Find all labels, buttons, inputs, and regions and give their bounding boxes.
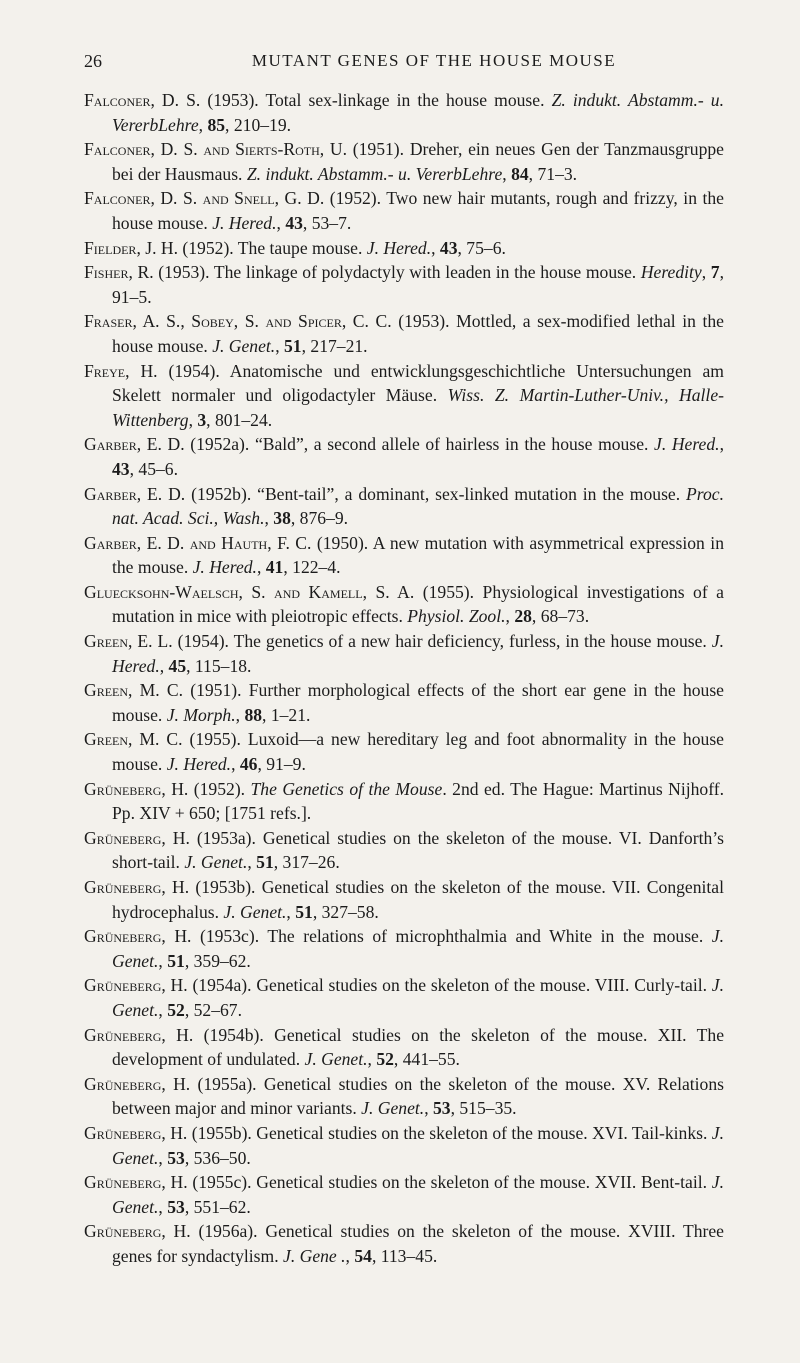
reference-journal: J. Genet. bbox=[304, 1049, 368, 1070]
reference-year: (1955a). bbox=[190, 1073, 264, 1094]
reference-entry bbox=[84, 359, 724, 433]
reference-entry bbox=[84, 482, 724, 531]
reference-volume: 52 bbox=[376, 1049, 394, 1070]
reference-entry bbox=[84, 432, 724, 481]
reference-authors: Green, E. L. bbox=[84, 631, 173, 652]
reference-pages: , 53–7. bbox=[302, 212, 352, 233]
reference-title: Physiological investigations of a mutation in mice with pleiotropic effects. bbox=[112, 581, 724, 627]
reference-entry bbox=[84, 1170, 724, 1219]
reference-year: (1953a). bbox=[189, 827, 263, 848]
reference-pages: , 68–73. bbox=[531, 606, 590, 627]
reference-separator: , bbox=[159, 655, 169, 676]
reference-entry bbox=[84, 186, 724, 235]
reference-volume: 51 bbox=[295, 901, 313, 922]
reference-authors: Grüneberg, H. bbox=[84, 877, 190, 897]
reference-pages: , 536–50. bbox=[184, 1147, 251, 1168]
reference-title: Dreher, ein neues Gen der Tanzmausgruppe bei der Hausmaus. bbox=[112, 139, 724, 184]
reference-volume: 7 bbox=[710, 262, 720, 283]
reference-entry bbox=[84, 973, 724, 1022]
reference-title: The taupe mouse. bbox=[237, 237, 367, 258]
reference-year: (1953). bbox=[153, 262, 214, 283]
reference-pages: , 217–21. bbox=[301, 335, 368, 356]
reference-year: (1956a). bbox=[190, 1221, 266, 1242]
reference-entry bbox=[84, 236, 724, 261]
reference-volume: 53 bbox=[167, 1196, 185, 1217]
reference-title: “Bent-tail”, a dominant, sex-linked mutation in the mouse. bbox=[257, 483, 687, 504]
reference-separator: , bbox=[188, 409, 198, 430]
reference-pages: , 515–35. bbox=[450, 1098, 517, 1119]
reference-journal: Z. indukt. Abstamm.- u. VererbLehre bbox=[246, 163, 503, 184]
reference-pages: , 801–24. bbox=[206, 409, 273, 430]
reference-separator: , bbox=[431, 237, 440, 258]
reference-journal: J. Hered. bbox=[654, 434, 720, 455]
reference-entry bbox=[84, 260, 724, 309]
reference-separator: , bbox=[158, 1147, 168, 1168]
reference-entry bbox=[84, 924, 724, 973]
reference-entry bbox=[84, 1023, 724, 1072]
reference-year: (1955). bbox=[414, 581, 483, 602]
reference-pages: , 122–4. bbox=[283, 557, 341, 578]
reference-volume: 84 bbox=[511, 163, 529, 184]
reference-pages: , 210–19. bbox=[225, 114, 292, 135]
reference-pages: , 91–9. bbox=[257, 754, 306, 775]
reference-authors: Gluecksohn-Waelsch, S. and Kamell, S. A. bbox=[84, 581, 415, 602]
reference-separator: , bbox=[505, 606, 515, 627]
reference-authors: Falconer, D. S. and Snell, G. D. bbox=[84, 188, 325, 209]
reference-authors: Fraser, A. S., Sobey, S. and Spicer, C. C. bbox=[84, 311, 392, 332]
reference-volume: 3 bbox=[197, 409, 207, 430]
reference-authors: Grüneberg, H. bbox=[84, 975, 188, 996]
reference-pages: , 327–58. bbox=[312, 901, 379, 922]
reference-entry bbox=[84, 777, 724, 826]
reference-pages: , 551–62. bbox=[184, 1196, 251, 1217]
reference-year: (1953c). bbox=[191, 926, 268, 947]
reference-title: A new mutation with asymmetrical expression in the mouse. bbox=[112, 532, 724, 578]
reference-authors: Fielder, J. H. bbox=[84, 237, 178, 258]
reference-title: Two new hair mutants, rough and frizzy, in the house mouse. bbox=[112, 188, 724, 233]
reference-separator: , bbox=[345, 1245, 355, 1266]
reference-year: (1955c). bbox=[187, 1172, 257, 1193]
reference-year: (1950). bbox=[311, 532, 373, 553]
reference-authors: Grüneberg, H. bbox=[84, 1122, 188, 1143]
reference-journal: J. Hered. bbox=[112, 631, 724, 676]
reference-journal: J. Genet. bbox=[361, 1098, 425, 1119]
reference-entry bbox=[84, 629, 724, 678]
reference-separator: , bbox=[719, 434, 724, 455]
reference-authors: Falconer, D. S. and Sierts-Roth, U. bbox=[84, 139, 348, 160]
reference-year: (1955). bbox=[182, 729, 248, 750]
reference-volume: 54 bbox=[354, 1245, 372, 1266]
reference-pages: , 115–18. bbox=[186, 655, 252, 676]
reference-year: (1952a). bbox=[184, 434, 255, 455]
reference-volume: 43 bbox=[439, 237, 458, 258]
reference-authors: Grüneberg, H. bbox=[84, 1221, 191, 1242]
reference-journal: J. Genet. bbox=[223, 901, 287, 922]
reference-year: (1954b). bbox=[193, 1024, 275, 1045]
reference-title: Genetical studies on the skeleton of the mouse. XVIII. Three genes for syndactylism. bbox=[112, 1221, 724, 1266]
reference-title: Genetical studies on the skeleton of the mouse. XV. Relations between major and minor variants. bbox=[112, 1073, 724, 1119]
reference-separator: , bbox=[367, 1049, 377, 1070]
reference-year: (1955b). bbox=[187, 1122, 257, 1143]
reference-journal: J. Genet. bbox=[112, 1122, 724, 1168]
reference-authors: Freye, H. bbox=[84, 360, 158, 381]
reference-year: (1953). bbox=[200, 90, 266, 110]
reference-journal: J. Hered. bbox=[192, 557, 257, 578]
reference-entry bbox=[84, 1121, 724, 1170]
reference-title: Genetical studies on the skeleton of the mouse. XVII. Bent-tail. bbox=[256, 1172, 712, 1193]
reference-journal: J. Genet. bbox=[212, 335, 276, 356]
reference-year: (1951). bbox=[183, 680, 249, 701]
reference-separator: , bbox=[286, 901, 296, 922]
reference-authors: Garber, E. D. bbox=[84, 434, 185, 455]
reference-journal: J. Genet. bbox=[112, 975, 724, 1020]
reference-separator: , bbox=[235, 704, 245, 725]
reference-pages: , 876–9. bbox=[290, 508, 349, 529]
reference-journal: J. Gene . bbox=[283, 1245, 346, 1266]
reference-volume: 51 bbox=[256, 852, 274, 873]
reference-pages: , 71–3. bbox=[528, 163, 578, 184]
reference-pages: , 91–5. bbox=[112, 262, 724, 307]
reference-year: (1953). bbox=[391, 311, 457, 332]
reference-separator: , bbox=[158, 1196, 168, 1217]
reference-title: Genetical studies on the skeleton of the mouse. XVI. Tail-kinks. bbox=[256, 1122, 712, 1143]
reference-pages: , 359–62. bbox=[184, 950, 251, 971]
reference-title: “Bald”, a second allele of hairless in the house mouse. bbox=[254, 434, 655, 455]
reference-journal: J. Genet. bbox=[112, 926, 725, 971]
reference-authors: Grüneberg, H. bbox=[84, 778, 189, 799]
reference-volume: 85 bbox=[207, 114, 226, 135]
reference-year: (1952b). bbox=[185, 483, 258, 504]
reference-authors: Grüneberg, H. bbox=[84, 827, 190, 848]
reference-title: Further morphological effects of the short ear gene in the house mouse. bbox=[112, 680, 724, 725]
reference-journal: Proc. nat. Acad. Sci., Wash. bbox=[112, 483, 724, 529]
reference-title: The relations of microphthalmia and White in the mouse. bbox=[267, 926, 712, 947]
reference-authors: Garber, E. D. bbox=[84, 483, 186, 504]
reference-entry bbox=[84, 309, 724, 358]
reference-volume: 45 bbox=[168, 655, 187, 676]
reference-journal: Wiss. Z. Martin-Luther-Univ., Halle-Wittenberg bbox=[112, 385, 724, 430]
reference-authors: Garber, E. D. and Hauth, F. C. bbox=[84, 532, 312, 553]
reference-journal: J. Morph. bbox=[166, 704, 236, 725]
reference-volume: 88 bbox=[244, 704, 263, 725]
reference-volume: 53 bbox=[432, 1098, 451, 1119]
reference-year: (1952). bbox=[178, 237, 238, 258]
reference-volume: 41 bbox=[265, 557, 284, 578]
reference-title: Genetical studies on the skeleton of the mouse. VII. Congenital hydrocephalus. bbox=[112, 877, 724, 922]
reference-journal: J. Hered. bbox=[166, 754, 232, 775]
page-number: 26 bbox=[84, 51, 102, 71]
reference-separator: , bbox=[502, 163, 512, 184]
reference-entry bbox=[84, 678, 724, 727]
reference-volume: 51 bbox=[167, 950, 185, 971]
reference-title: The linkage of polydactyly with leaden in the house mouse. bbox=[213, 262, 641, 283]
reference-volume: 53 bbox=[167, 1147, 185, 1168]
reference-entry bbox=[84, 1072, 724, 1121]
reference-authors: Green, M. C. bbox=[84, 680, 184, 701]
reference-volume: 38 bbox=[273, 508, 291, 529]
running-head bbox=[84, 48, 724, 74]
reference-title: Mottled, a sex-modified lethal in the house mouse. bbox=[112, 311, 724, 356]
reference-entry bbox=[84, 826, 724, 875]
reference-separator: . 2nd ed. The Hague: Martinus Nijhoff. Pp. XIV + 650; [1751 refs.]. bbox=[112, 778, 724, 824]
reference-journal: J. Genet. bbox=[112, 1172, 724, 1217]
running-title: MUTANT GENES OF THE HOUSE MOUSE bbox=[251, 51, 617, 70]
reference-journal: J. Genet. bbox=[184, 852, 248, 873]
reference-authors: Grüneberg, H. bbox=[84, 1172, 188, 1193]
reference-pages: , 45–6. bbox=[129, 458, 178, 479]
reference-journal: J. Hered. bbox=[212, 212, 277, 233]
reference-separator: , bbox=[275, 335, 284, 356]
reference-entry bbox=[84, 875, 724, 924]
reference-title: Genetical studies on the skeleton of the mouse. VI. Danforth’s short-tail. bbox=[112, 827, 724, 873]
reference-separator: , bbox=[198, 114, 208, 135]
reference-separator: , bbox=[158, 950, 168, 971]
reference-year: (1952). bbox=[324, 188, 387, 209]
reference-authors: Grüneberg, H. bbox=[84, 1073, 191, 1094]
reference-authors: Grüneberg, H. bbox=[84, 926, 192, 947]
reference-authors: Fisher, R. bbox=[84, 262, 154, 283]
reference-title: Genetical studies on the skeleton of the mouse. VIII. Curly-tail. bbox=[256, 975, 712, 996]
reference-volume: 28 bbox=[514, 606, 532, 627]
reference-journal: The Genetics of the Mouse bbox=[250, 778, 443, 799]
reference-entry bbox=[84, 580, 724, 629]
reference-journal: Heredity bbox=[640, 262, 702, 283]
reference-separator: , bbox=[424, 1098, 433, 1119]
reference-separator: , bbox=[276, 212, 286, 233]
reference-journal: Z. indukt. Abstamm.- u. VererbLehre bbox=[112, 90, 724, 135]
reference-list bbox=[84, 88, 724, 1269]
reference-journal: J. Hered. bbox=[366, 237, 432, 258]
reference-entry bbox=[84, 137, 724, 186]
reference-volume: 43 bbox=[112, 458, 130, 479]
reference-separator: , bbox=[256, 557, 266, 578]
reference-title: The genetics of a new hair deficiency, furless, in the house mouse. bbox=[233, 631, 712, 652]
reference-pages: , 317–26. bbox=[273, 852, 340, 873]
reference-authors: Green, M. C. bbox=[84, 729, 183, 750]
reference-year: (1954). bbox=[157, 360, 230, 381]
reference-volume: 52 bbox=[167, 999, 185, 1020]
reference-journal: Physiol. Zool. bbox=[407, 606, 506, 627]
reference-separator: , bbox=[247, 852, 257, 873]
reference-title: Luxoid—a new hereditary leg and foot abnormality in the house mouse. bbox=[112, 729, 724, 775]
reference-pages: , 75–6. bbox=[457, 237, 506, 258]
reference-separator: , bbox=[701, 262, 711, 283]
reference-pages: , 1–21. bbox=[262, 704, 311, 725]
reference-entry bbox=[84, 88, 724, 137]
reference-entry bbox=[84, 531, 724, 580]
reference-pages: , 441–55. bbox=[393, 1049, 460, 1070]
reference-title: Anatomische und entwicklungsgeschichtliche Untersuchungen am Skelett normaler und oligodactyler Mäuse. bbox=[112, 360, 724, 406]
reference-entry bbox=[84, 727, 724, 776]
reference-year: (1952). bbox=[188, 778, 251, 799]
reference-year: (1953b). bbox=[189, 877, 262, 897]
reference-pages: , 52–67. bbox=[184, 999, 242, 1020]
reference-separator: , bbox=[158, 999, 168, 1020]
reference-pages: , 113–45. bbox=[371, 1245, 438, 1266]
reference-separator: , bbox=[264, 508, 274, 529]
reference-authors: Grüneberg, H. bbox=[84, 1024, 194, 1045]
reference-title: Total sex-linkage in the house mouse. bbox=[265, 90, 552, 110]
reference-year: (1954). bbox=[172, 631, 234, 652]
reference-volume: 43 bbox=[285, 212, 303, 233]
reference-year: (1954a). bbox=[187, 975, 257, 996]
reference-volume: 46 bbox=[239, 754, 258, 775]
reference-separator: , bbox=[231, 754, 240, 775]
reference-authors: Falconer, D. S. bbox=[84, 90, 201, 110]
reference-volume: 51 bbox=[284, 335, 302, 356]
reference-entry bbox=[84, 1219, 724, 1268]
reference-title: Genetical studies on the skeleton of the mouse. XII. The development of undulated. bbox=[112, 1024, 725, 1070]
reference-year: (1951). bbox=[347, 139, 410, 160]
